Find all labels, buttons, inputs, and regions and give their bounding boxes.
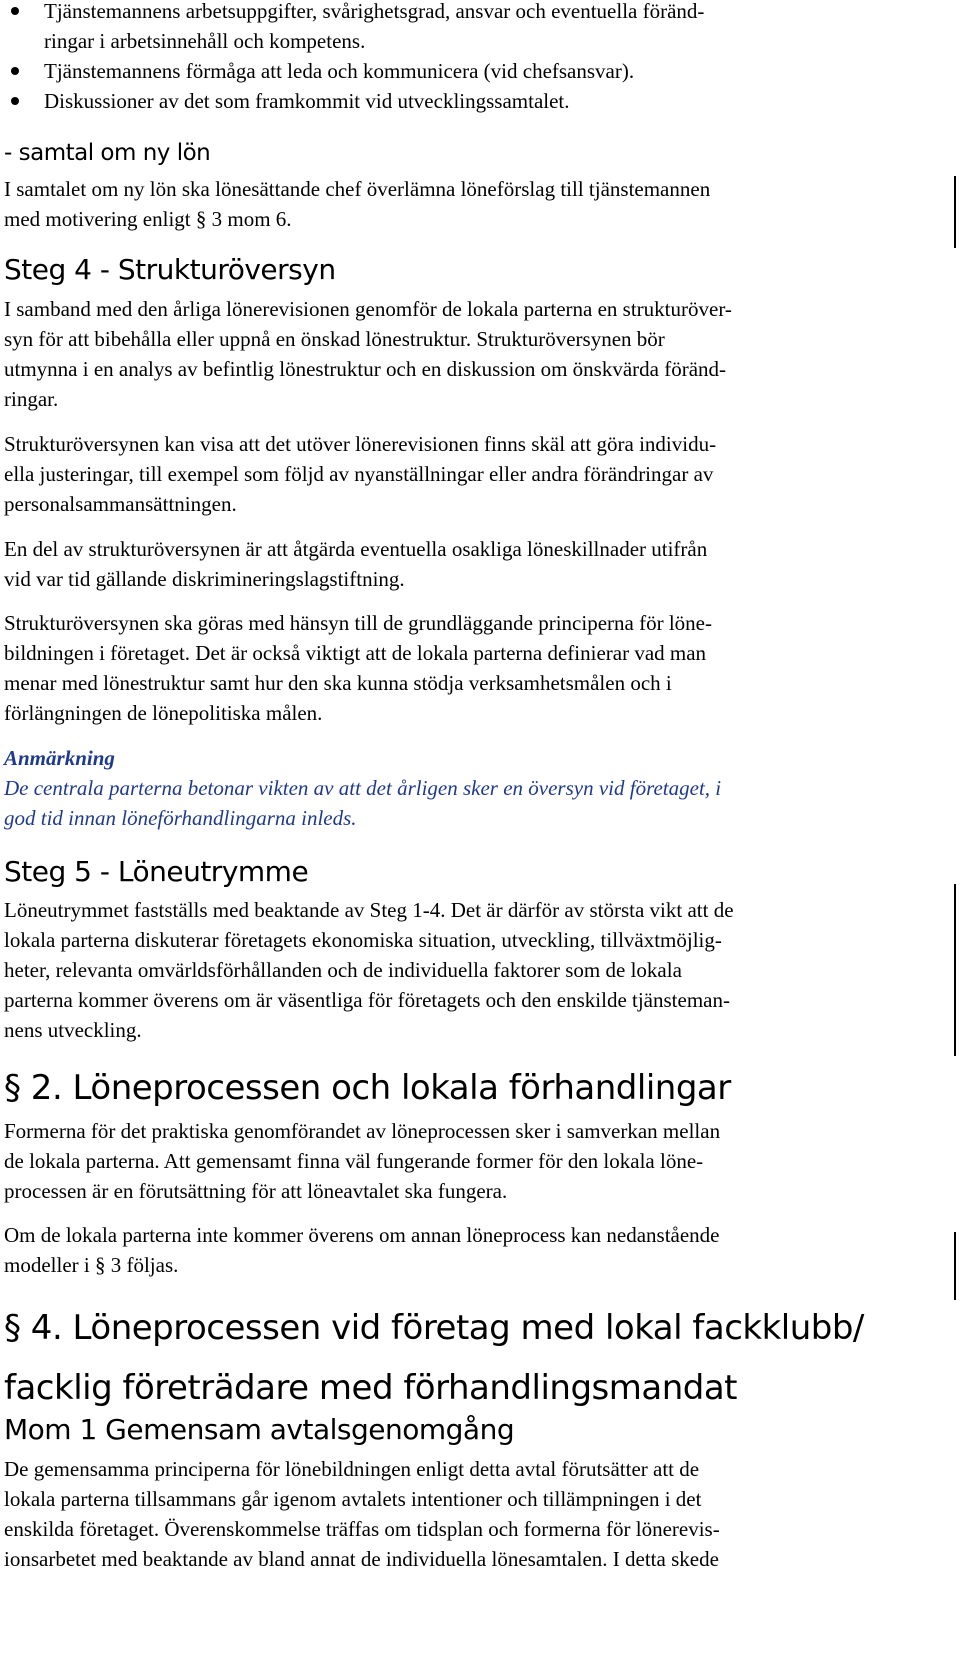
paragraph-samtal: I samtalet om ny lön ska lönesättande chef överlämna löneförslag till tjänstemannen med motivering enligt § 3 mom 6. [4,177,711,231]
heading-steg-4: Steg 4 - Strukturöversyn [4,253,336,286]
paragraph: Strukturöversynen ska göras med hänsyn till de grundläggande principerna för löne- bildningen i företaget. Det är också viktigt att de lokala parterna definierar vad man menar med lönestruktur samt hur den ska kunna stödja verksamhetsmålen och i förlängningen de lönepolitiska målen. [4,611,712,725]
paragraph: Om de lokala parterna inte kommer överens om annan löneprocess kan nedanstående modeller i § 3 följas. [4,1223,720,1277]
bullet-list [4,0,704,116]
paragraph: De gemensamma principerna för lönebildningen enligt detta avtal förutsätter att de lokala parterna tillsammans går igenom avtalets intentioner och tillämpningen i det enskilda företaget. Överenskommelse träffas om tidsplan och formerna för lönerevis- ionsarbetet med beaktande av bland annat de individuella lönesamtalen. I detta skede [4,1457,720,1571]
heading-section-2: § 2. Löneprocessen och lokala förhandlingar [4,1068,731,1108]
paragraph: Strukturöversynen kan visa att det utöver lönerevisionen finns skäl att göra individu- ella justeringar, till exempel som följd av nyanställningar eller andra förändringar av personalsammansättningen. [4,432,717,516]
heading-steg-5: Steg 5 - Löneutrymme [4,855,309,888]
note-title: Anmärkning [4,746,115,770]
annotation-note: Anmärkning De centrala parterna betonar vikten av att det årligen sker en översyn vid företaget, i god tid innan löneförhandlingarna inleds. [4,743,721,833]
list-item: Diskussioner av det som framkommit vid utvecklingssamtalet. [4,86,704,116]
heading-section-4: § 4. Löneprocessen vid företag med lokal fackklubb/ facklig företrädare med förhandlingsmandat [4,1308,864,1408]
change-bar [954,176,956,248]
paragraph: I samband med den årliga lönerevisionen genomför de lokala parterna en strukturöver- syn för att bibehålla eller uppnå en önskad lönestruktur. Strukturöversynen bör utmynna i en analys av befintlig lönestruktur och en diskussion om önskvärda föränd- ringar. [4,297,732,411]
paragraph: Formerna för det praktiska genomförandet av löneprocessen sker i samverkan mellan de lokala parterna. Att gemensamt finna väl fungerande former för den lokala löne- processen är en förutsättning för att löneavtalet ska fungera. [4,1119,721,1203]
subheading-samtal: - samtal om ny lön [4,140,211,166]
change-bar [954,884,956,1056]
list-item: Tjänstemannens arbetsuppgifter, svårighetsgrad, ansvar och eventuella föränd- ringar i arbetsinnehåll och kompetens. [4,0,704,56]
heading-mom-1: Mom 1 Gemensam avtalsgenomgång [4,1413,515,1446]
paragraph: En del av strukturöversynen är att åtgärda eventuella osakliga löneskillnader utifrån vid var tid gällande diskrimineringslagstiftning. [4,537,708,591]
list-item: Tjänstemannens förmåga att leda och kommunicera (vid chefsansvar). [4,56,704,86]
paragraph: Löneutrymmet fastställs med beaktande av Steg 1-4. Det är därför av största vikt att de lokala parterna diskuterar företagets ekonomiska situation, utveckling, tillväxtmöjlig- heter, relevanta omvärldsförhållanden och de individuella faktorer som de lokala parterna kommer överens om är väsentliga för företagets och den enskilde tjänsteman- nens utveckling. [4,898,734,1042]
change-bar [954,1232,956,1300]
